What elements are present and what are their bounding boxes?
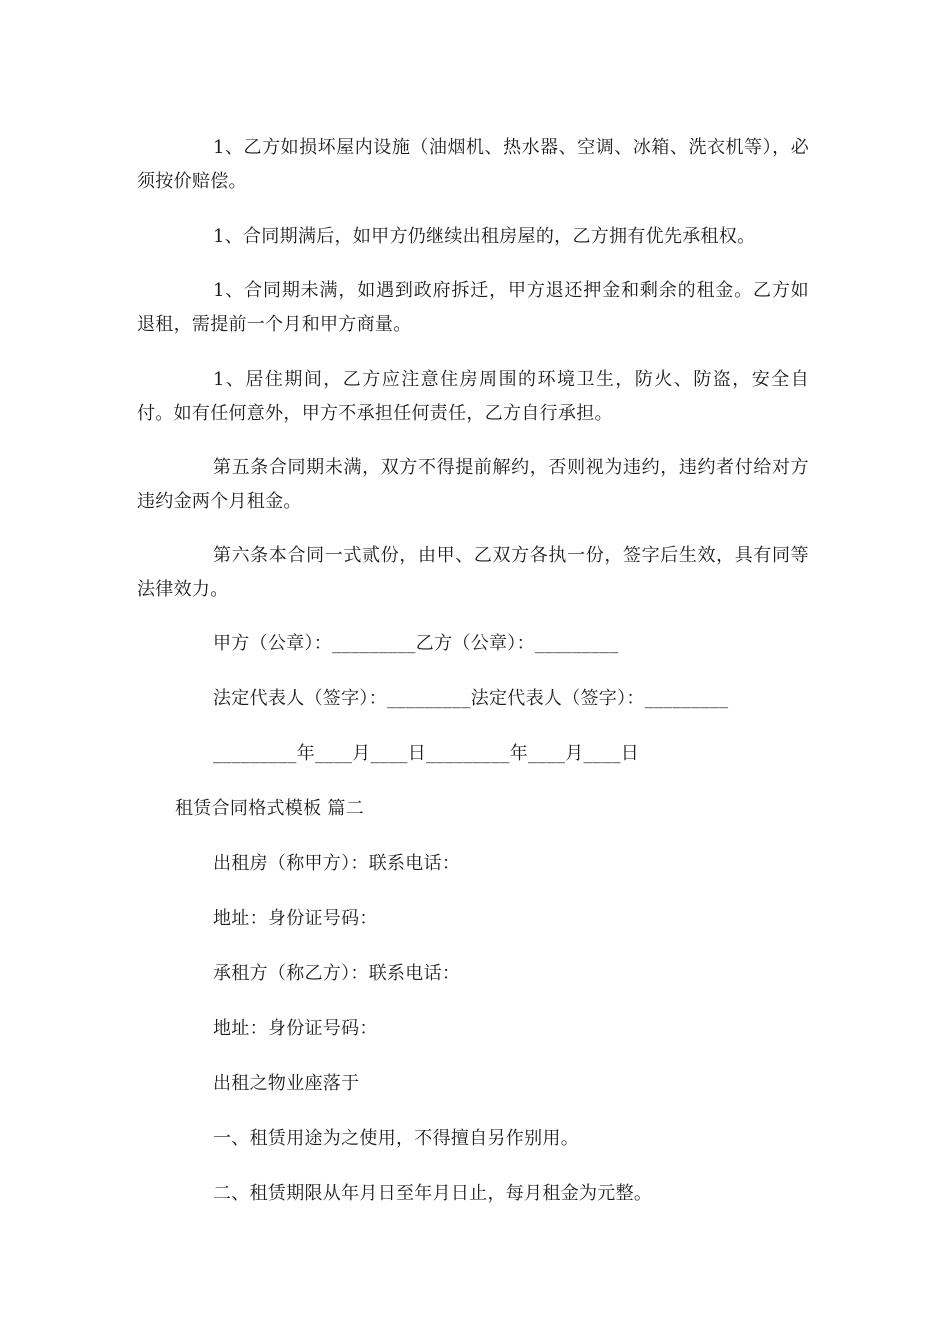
- paragraph-damage-compensation: 1、乙方如损坏屋内设施（油烟机、热水器、空调、冰箱、洗衣机等），必须按价赔偿。: [137, 137, 809, 192]
- paragraph-early-termination: 1、合同期未满，如遇到政府拆迁，甲方退还押金和剩余的租金。乙方如退租，需提前一个月和甲方商量。: [137, 280, 809, 335]
- paragraph-residence-safety: 1、居住期间，乙方应注意住房周围的环境卫生，防火、防盗，安全自付。如有任何意外，甲方不承担任何责任，乙方自行承担。: [137, 369, 809, 424]
- lessor-address-line: 地址：身份证号码：: [213, 908, 378, 929]
- property-location-line: 出租之物业座落于: [213, 1073, 360, 1094]
- signature-representative-line: 法定代表人（签字）：_________法定代表人（签字）：_________: [213, 688, 729, 709]
- lessee-line: 承租方（称乙方）：联系电话：: [213, 963, 461, 984]
- signature-date-line: _________年____月____日_________年____月____日: [213, 743, 639, 764]
- clause-one-line: 一、租赁用途为之使用，不得擅自另作别用。: [213, 1128, 579, 1149]
- paragraph-article-six: 第六条本合同一式贰份，由甲、乙双方各执一份，签字后生效，具有同等法律效力。: [137, 545, 809, 600]
- section-two-heading: 租赁合同格式模板 篇二: [175, 798, 365, 819]
- paragraph-renewal-priority: 1、合同期满后，如甲方仍继续出租房屋的，乙方拥有优先承租权。: [213, 226, 756, 247]
- signature-seal-line: 甲方（公章）：_________乙方（公章）：_________: [213, 633, 619, 654]
- paragraph-article-five: 第五条合同期未满，双方不得提前解约，否则视为违约，违约者付给对方违约金两个月租金。: [137, 457, 809, 512]
- lessor-line: 出租房（称甲方）：联系电话：: [213, 853, 461, 874]
- lessee-address-line: 地址：身份证号码：: [213, 1018, 378, 1039]
- clause-two-line: 二、租赁期限从年月日至年月日止，每月租金为元整。: [213, 1183, 653, 1204]
